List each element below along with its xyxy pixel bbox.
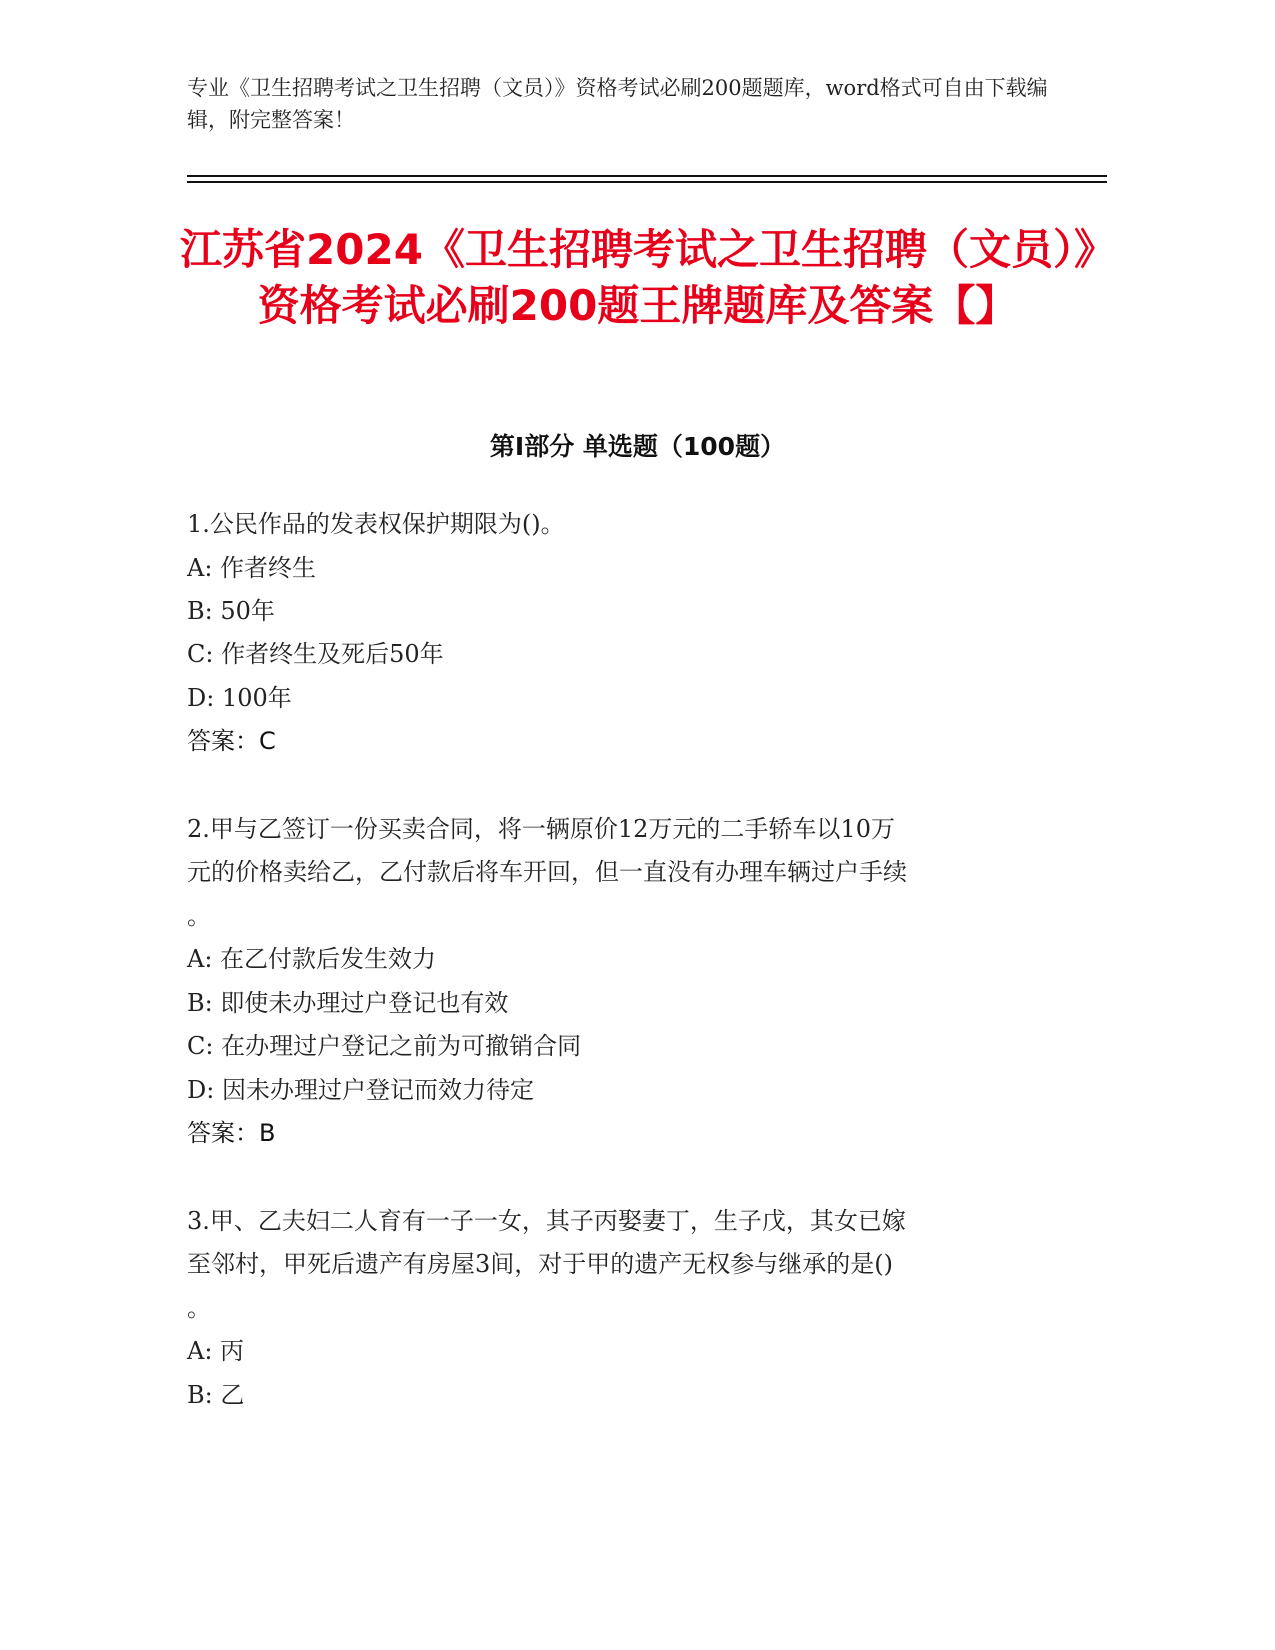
question-1-option-a: A: 作者终生 — [187, 554, 317, 582]
question-3-stem-line-2: 至邻村，甲死后遗产有房屋3间，对于甲的遗产无权参与继承的是() — [187, 1250, 893, 1278]
header-note: 专业《卫生招聘考试之卫生招聘（文员）》资格考试必刷200题题库，word格式可自由下载编辑，附完整答案！ — [187, 76, 1048, 132]
question-2-stem-line-1: 2.甲与乙签订一份买卖合同，将一辆原价12万元的二手轿车以10万 — [187, 815, 895, 843]
question-2-option-d: D: 因未办理过户登记而效力待定 — [187, 1076, 534, 1104]
question-1-option-c: C: 作者终生及死后50年 — [187, 640, 444, 668]
question-3-option-a: A: 丙 — [187, 1337, 245, 1365]
section-heading: 第I部分 单选题（100题） — [489, 432, 786, 461]
question-3-stem-line-1: 3.甲、乙夫妇二人育有一子一女，其子丙娶妻丁，生子戊，其女已嫁 — [187, 1207, 906, 1235]
document-title: 江苏省2024《卫生招聘考试之卫生招聘（文员）》资格考试必刷200题王牌题库及答案【】 — [180, 225, 1095, 330]
header-divider-top — [187, 175, 1107, 177]
question-2-stem-line-3: 。 — [187, 902, 211, 930]
question-2-option-a: A: 在乙付款后发生效力 — [187, 945, 437, 973]
question-3-option-b: B: 乙 — [187, 1381, 245, 1409]
header-divider-bottom — [187, 181, 1107, 183]
question-2-stem-line-2: 元的价格卖给乙，乙付款后将车开回，但一直没有办理车辆过户手续 — [187, 858, 907, 886]
question-2-option-b: B: 即使未办理过户登记也有效 — [187, 989, 509, 1017]
question-2-option-c: C: 在办理过户登记之前为可撤销合同 — [187, 1032, 582, 1060]
question-1-answer: 答案：C — [187, 727, 276, 755]
question-1-stem: 1.公民作品的发表权保护期限为()。 — [187, 510, 565, 538]
question-1-option-b: B: 50年 — [187, 597, 275, 625]
question-2-answer: 答案：B — [187, 1119, 276, 1147]
question-3-stem-line-3: 。 — [187, 1294, 211, 1322]
question-1-option-d: D: 100年 — [187, 684, 292, 712]
